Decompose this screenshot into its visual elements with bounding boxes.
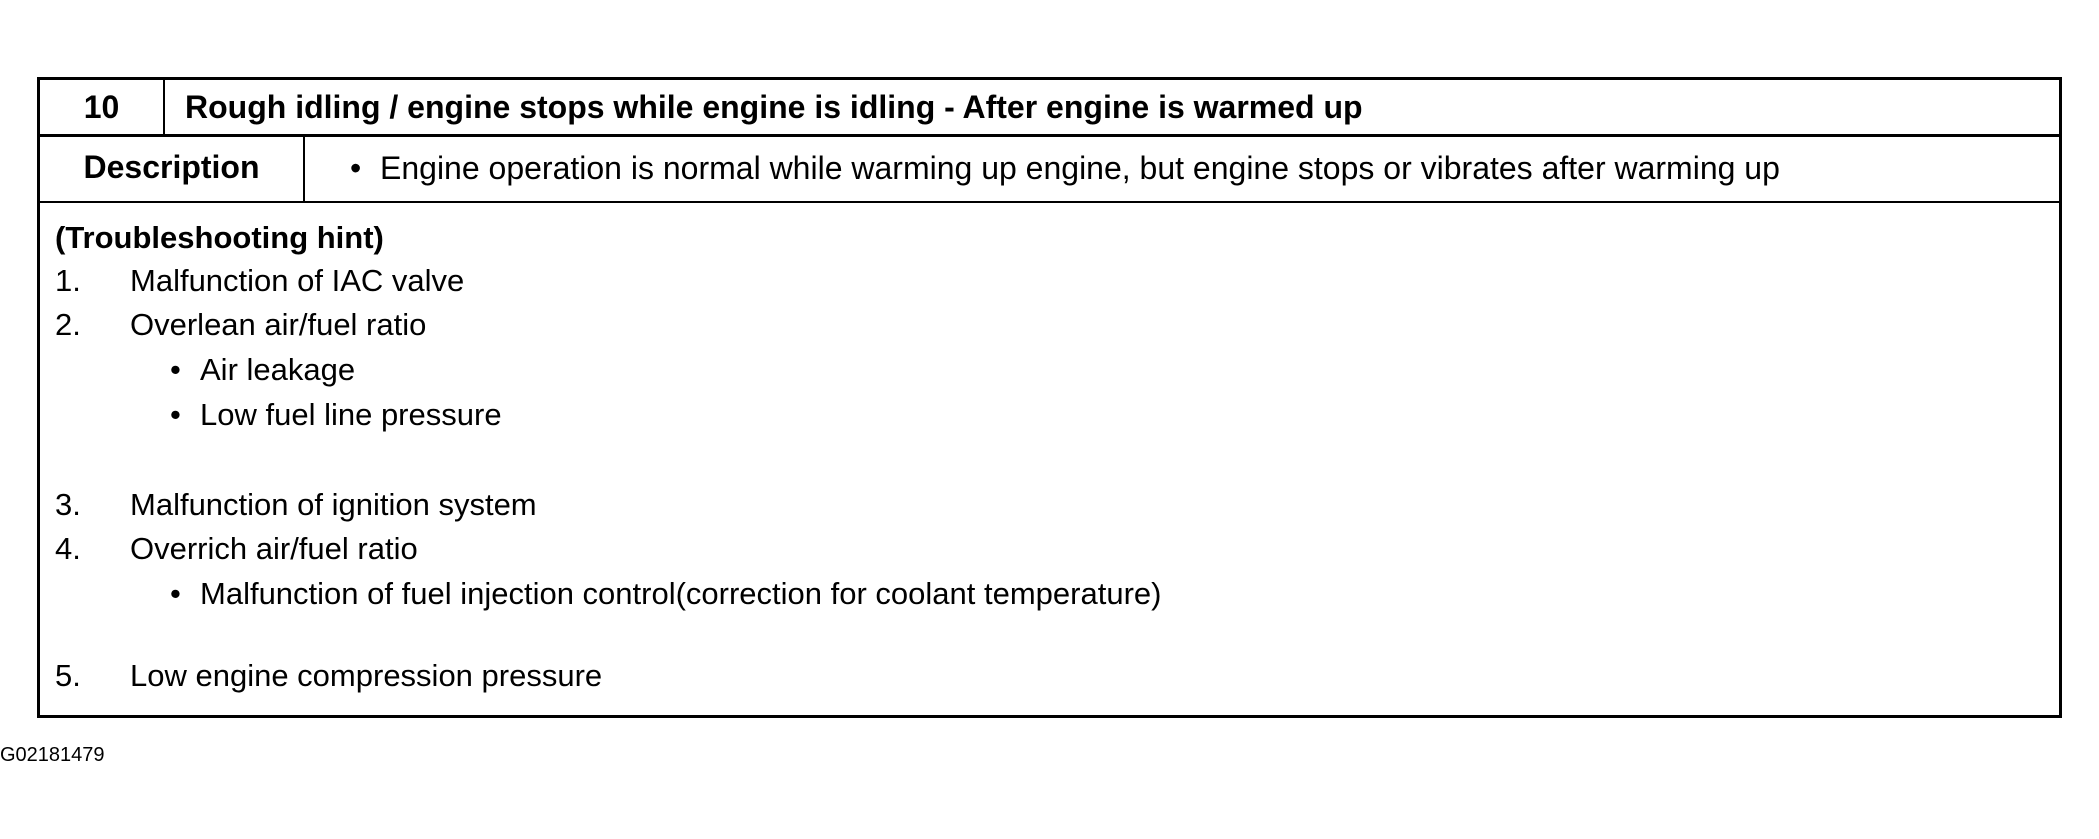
list-item-text: Malfunction of ignition system [130, 487, 537, 522]
bullet-icon: • [170, 397, 181, 432]
item-title: Rough idling / engine stops while engine is idling - After engine is warmed up [185, 89, 1363, 125]
list-item-number: 4. [55, 531, 81, 566]
sub-list-item-text: Air leakage [200, 352, 356, 387]
list-item-text: Overrich air/fuel ratio [130, 531, 418, 566]
bullet-icon: • [350, 150, 362, 186]
list-item-number: 1. [55, 263, 81, 298]
list-item-text: Overlean air/fuel ratio [130, 307, 427, 342]
hint-heading: (Troubleshooting hint) [55, 220, 384, 255]
list-item-number: 5. [55, 658, 81, 693]
list-item-number: 2. [55, 307, 81, 342]
description-text-line [350, 137, 1780, 199]
item-number: 10 [40, 80, 165, 134]
bullet-icon: • [170, 576, 181, 611]
description-row [40, 137, 2059, 203]
figure-id: G02181479 [0, 744, 105, 766]
title-row [40, 80, 2059, 137]
description-text: Engine operation is normal while warming up engine, but engine stops or vibrates after warming up [380, 150, 1780, 186]
list-item-number: 3. [55, 487, 81, 522]
list-item-text: Low engine compression pressure [130, 658, 603, 693]
list-item-text: Malfunction of IAC valve [130, 263, 465, 298]
sub-list-item-text: Low fuel line pressure [200, 397, 502, 432]
sub-list-item-text: Malfunction of fuel injection control(correction for coolant temperature) [200, 576, 1162, 611]
description-label: Description [40, 137, 305, 201]
bullet-icon: • [170, 352, 181, 387]
troubleshooting-table [37, 77, 2062, 718]
